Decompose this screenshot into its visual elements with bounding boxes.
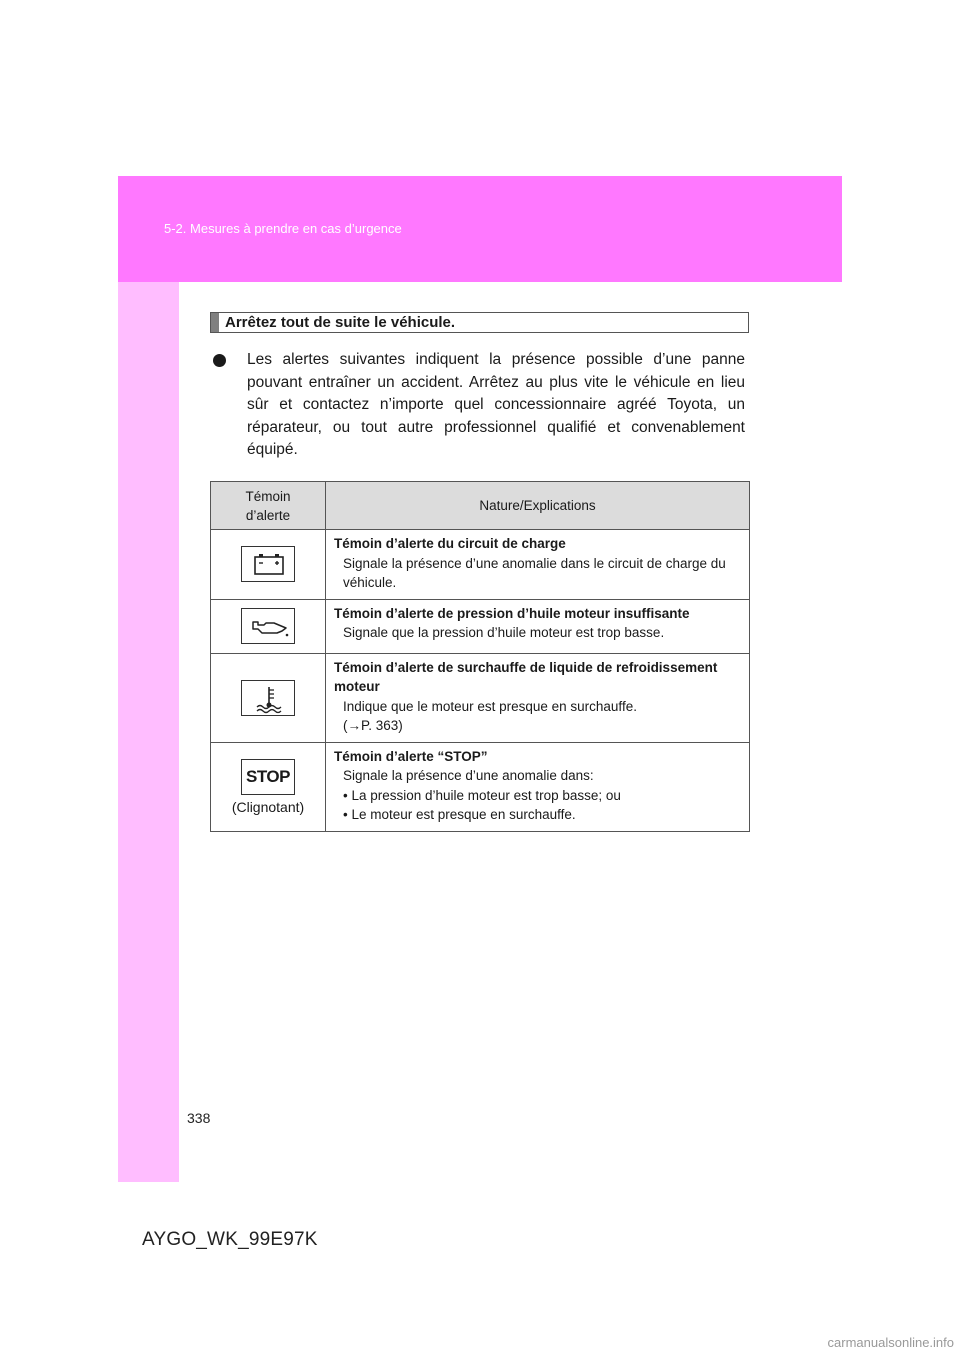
row-title: Témoin d’alerte de pression d’huile moteur insuffisante	[334, 605, 690, 621]
row-list-item: • Le moteur est presque en surchauffe.	[343, 807, 576, 822]
description-cell	[326, 653, 750, 742]
table-row	[211, 599, 750, 653]
row-text: Signale que la pression d’huile moteur est trop basse.	[343, 625, 665, 640]
row-title: Témoin d’alerte du circuit de charge	[334, 536, 566, 551]
table-row	[211, 653, 750, 742]
section-label: 5-2. Mesures à prendre en cas d’urgence	[164, 221, 402, 236]
row-text: Signale la présence d’une anomalie dans le circuit de charge du véhicule.	[343, 555, 726, 590]
section-title	[210, 312, 749, 333]
bullet-paragraph	[213, 349, 745, 462]
coolant-temperature-icon	[241, 680, 295, 716]
header-warning-light	[211, 482, 326, 530]
bullet-dot-icon	[213, 354, 226, 367]
description-cell	[326, 530, 750, 600]
icon-cell	[211, 530, 326, 600]
oil-can-icon	[241, 608, 295, 644]
table-row	[211, 742, 750, 831]
table-row	[211, 530, 750, 600]
table-header-row	[211, 482, 750, 530]
icon-caption: (Clignotant)	[231, 798, 305, 815]
title-accent	[211, 313, 219, 332]
watermark: carmanualsonline.info	[827, 1335, 954, 1350]
page-number: 338	[187, 1110, 211, 1126]
icon-cell	[211, 742, 326, 831]
row-title: Témoin d’alerte “STOP”	[334, 748, 488, 764]
icon-cell	[211, 653, 326, 742]
header-icon-line2: d’alerte	[245, 507, 291, 523]
row-reference: (→P. 363)	[343, 718, 403, 733]
icon-cell	[211, 599, 326, 653]
document-code: AYGO_WK_99E97K	[142, 1229, 318, 1250]
description-cell	[326, 599, 750, 653]
row-title: Témoin d’alerte de surchauffe de liquide de refroidissement moteur	[334, 659, 718, 694]
row-text: Indique que le moteur est presque en surchauffe.	[343, 698, 637, 714]
description-cell	[326, 742, 750, 831]
row-text: Signale la présence d’une anomalie dans:	[343, 768, 594, 783]
header-icon-line1: Témoin	[245, 488, 291, 504]
bullet-text: Les alertes suivantes indiquent la présence possible d’une panne pouvant entraîner un accident. Arrêtez au plus vite le véhicule en lieu sûr et contactez n’importe quel concessionnaire agréé Toyota, un réparateur, ou tout autre professionnel qualifié et convenablement équipé.	[247, 351, 745, 458]
stop-icon-text: STOP	[246, 766, 290, 786]
header-nature: Nature/Explications	[326, 482, 750, 530]
row-list-item: • La pression d’huile moteur est trop basse; ou	[343, 787, 621, 803]
stop-icon	[241, 759, 295, 795]
battery-icon	[241, 546, 295, 582]
section-title-text: Arrêtez tout de suite le véhicule.	[225, 314, 456, 331]
warning-lights-table	[210, 481, 750, 832]
side-band	[118, 282, 179, 1182]
